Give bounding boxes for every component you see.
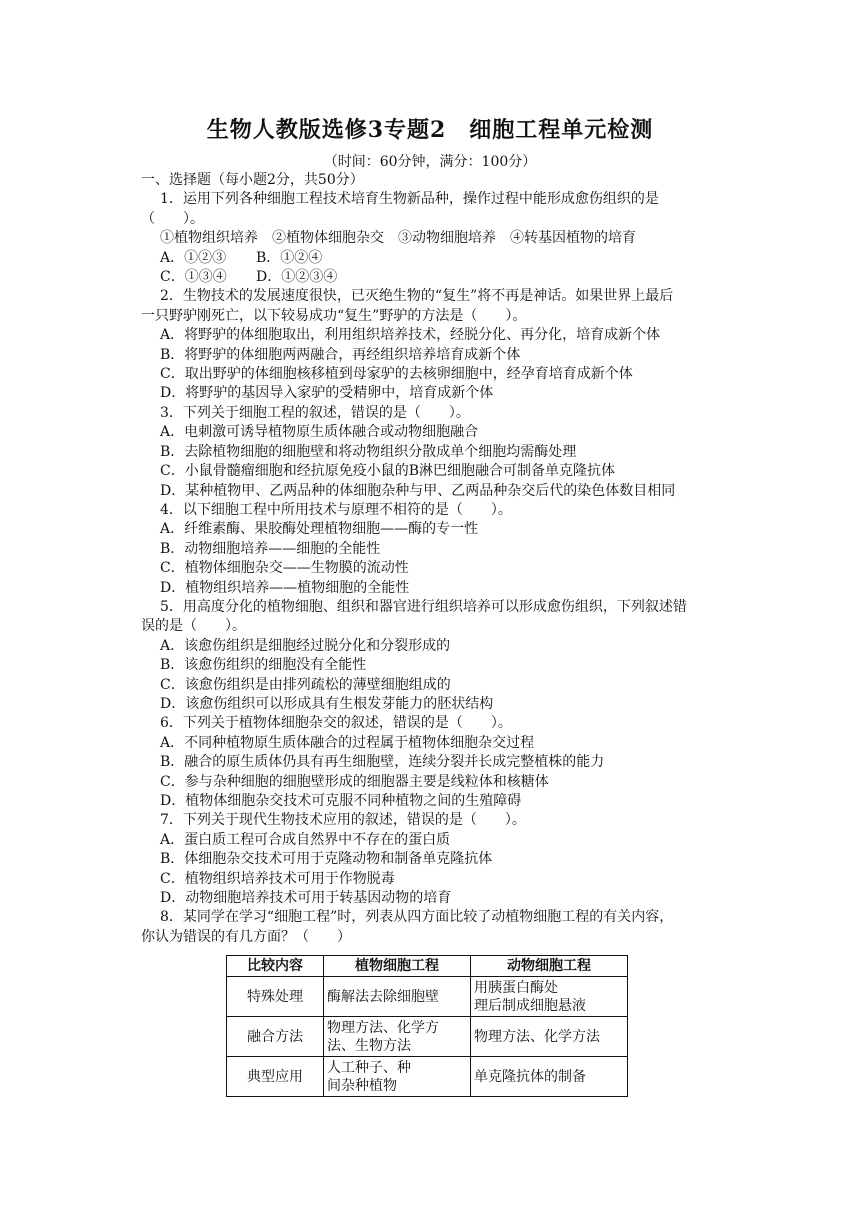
cell-line: 理后制成细胞悬液 — [474, 997, 586, 1014]
question-1-options-cd — [141, 268, 741, 287]
question-4-option-d: D．植物组织培养——植物细胞的全能性 — [160, 579, 410, 596]
question-3-option-b: B．去除植物细胞的细胞壁和将动物组织分散成单个细胞均需酶处理 — [160, 443, 577, 460]
option-c: C．①③④ — [160, 269, 227, 286]
table-cell — [471, 1057, 628, 1097]
option-b: B．①②④ — [256, 249, 323, 266]
table-cell: 特殊处理 — [227, 977, 324, 1017]
table-cell: 典型应用 — [227, 1057, 324, 1097]
table-cell — [324, 1057, 471, 1097]
question-3-stem: 3．下列关于细胞工程的叙述，错误的是（ ）。 — [160, 404, 470, 421]
cell-line: 间杂种植物 — [327, 1077, 397, 1094]
question-2-option-b: B．将野驴的体细胞两两融合，再经组织培养培育成新个体 — [160, 346, 521, 363]
question-5-option-b: B．该愈伤组织的细胞没有全能性 — [160, 657, 367, 674]
table-header-row — [227, 956, 628, 977]
table-cell — [324, 1017, 471, 1057]
question-7-option-b: B．体细胞杂交技术可用于克隆动物和制备单克隆抗体 — [160, 851, 493, 868]
question-4-option-a: A．纤维素酶、果胶酶处理植物细胞——酶的专一性 — [160, 521, 479, 538]
table-cell — [324, 977, 471, 1017]
option-a: A．①②③ — [160, 249, 227, 266]
question-4-option-c: C．植物体细胞杂交——生物膜的流动性 — [160, 560, 409, 577]
question-6-option-d: D．植物体细胞杂交技术可克服不同种植物之间的生殖障碍 — [160, 793, 522, 809]
question-7-stem: 7．下列关于现代生物技术应用的叙述，错误的是（ ）。 — [160, 812, 526, 829]
question-3-option-a: A．电刺激可诱导植物原生质体融合或动物细胞融合 — [160, 424, 479, 441]
question-3-option-c: C．小鼠骨髓瘤细胞和经抗原免疫小鼠的B淋巴细胞融合可制备单克隆抗体 — [160, 463, 615, 480]
question-body — [141, 171, 741, 947]
table-cell: 融合方法 — [227, 1017, 324, 1057]
document-subtitle: （时间：60分钟，满分：100分） — [323, 154, 537, 170]
table-row — [227, 977, 628, 1017]
question-4-option-b: B．动物细胞培养——细胞的全能性 — [160, 540, 381, 557]
table-row — [227, 1017, 628, 1057]
question-7-option-c: C．植物组织培养技术可用于作物脱毒 — [160, 870, 395, 887]
question-7-option-d: D．动物细胞培养技术可用于转基因动物的培育 — [160, 890, 452, 907]
question-2-line1: 2．生物技术的发展速度很快，已灭绝生物的“复生”将不再是神话。如果世界上最后 — [160, 288, 674, 305]
cell-line: 法、生物方法 — [327, 1037, 411, 1054]
table-header-cell: 比较内容 — [227, 956, 324, 977]
question-6-stem: 6．下列关于植物体细胞杂交的叙述，错误的是（ ）。 — [160, 715, 512, 732]
table-header-cell: 动物细胞工程 — [471, 956, 628, 977]
question-8-line2: 你认为错误的有几方面？（ ） — [141, 928, 351, 945]
question-5-option-d: D．该愈伤组织可以形成具有生根发芽能力的胚状结构 — [160, 695, 494, 712]
table-row — [227, 1057, 628, 1097]
question-1-line2: （ ）。 — [141, 210, 204, 227]
cell-line: 人工种子、种 — [327, 1059, 411, 1076]
question-1-items: ①植物组织培养 ②植物体细胞杂交 ③动物细胞培养 ④转基因植物的培育 — [160, 230, 636, 247]
option-d: D．①②③④ — [256, 269, 338, 286]
section-heading: 一、选择题（每小题2分，共50分） — [141, 172, 364, 188]
cell-line: 物理方法、化学方 — [327, 1019, 439, 1036]
question-5-line1: 5．用高度分化的植物细胞、组织和器官进行组织培养可以形成愈伤组织，下列叙述错 — [160, 598, 687, 615]
question-5-option-a: A．该愈伤组织是细胞经过脱分化和分裂形成的 — [160, 637, 451, 654]
question-6-option-b: B．融合的原生质体仍具有再生细胞壁，连续分裂并长成完整植株的能力 — [160, 754, 605, 771]
question-1-options-ab — [141, 249, 741, 268]
question-3-option-d: D．某种植物甲、乙两品种的体细胞杂种与甲、乙两品种杂交后代的染色体数目相同 — [160, 482, 676, 499]
question-2-option-a: A．将野驴的体细胞取出，利用组织培养技术，经脱分化、再分化，培育成新个体 — [160, 327, 661, 344]
question-2-option-c: C．取出野驴的体细胞核移植到母家驴的去核卵细胞中，经孕育培育成新个体 — [160, 366, 633, 383]
question-6-option-a: A．不同种植物原生质体融合的过程属于植物体细胞杂交过程 — [160, 734, 535, 751]
question-2-line2: 一只野驴刚死亡，以下较易成功“复生”野驴的方法是（ ）。 — [141, 307, 527, 324]
question-5-line2: 误的是（ ）。 — [141, 618, 246, 635]
table-header-cell: 植物细胞工程 — [324, 956, 471, 977]
cell-line: 用胰蛋白酶处 — [474, 979, 558, 996]
cell-line: 酶解法去除细胞壁 — [327, 988, 439, 1005]
table-cell — [471, 1017, 628, 1057]
cell-line: 物理方法、化学方法 — [474, 1028, 600, 1045]
question-4-stem: 4．以下细胞工程中所用技术与原理不相符的是（ ）。 — [160, 501, 512, 518]
question-7-option-a: A．蛋白质工程可合成自然界中不存在的蛋白质 — [160, 831, 451, 848]
question-8-line1: 8．某同学在学习“细胞工程”时，列表从四方面比较了动植物细胞工程的有关内容， — [160, 909, 674, 926]
comparison-table — [226, 955, 628, 1097]
question-1-line1: 1．运用下列各种细胞工程技术培育生物新品种，操作过程中能形成愈伤组织的是 — [160, 191, 659, 208]
question-2-option-d: D．将野驴的基因导入家驴的受精卵中，培育成新个体 — [160, 385, 494, 402]
question-6-option-c: C．参与杂种细胞的细胞壁形成的细胞器主要是线粒体和核糖体 — [160, 773, 549, 790]
table-cell — [471, 977, 628, 1017]
document-title: 生物人教版选修3专题2 细胞工程单元检测 — [206, 117, 654, 143]
cell-line: 单克隆抗体的制备 — [474, 1068, 586, 1085]
question-5-option-c: C．该愈伤组织是由排列疏松的薄壁细胞组成的 — [160, 676, 451, 693]
